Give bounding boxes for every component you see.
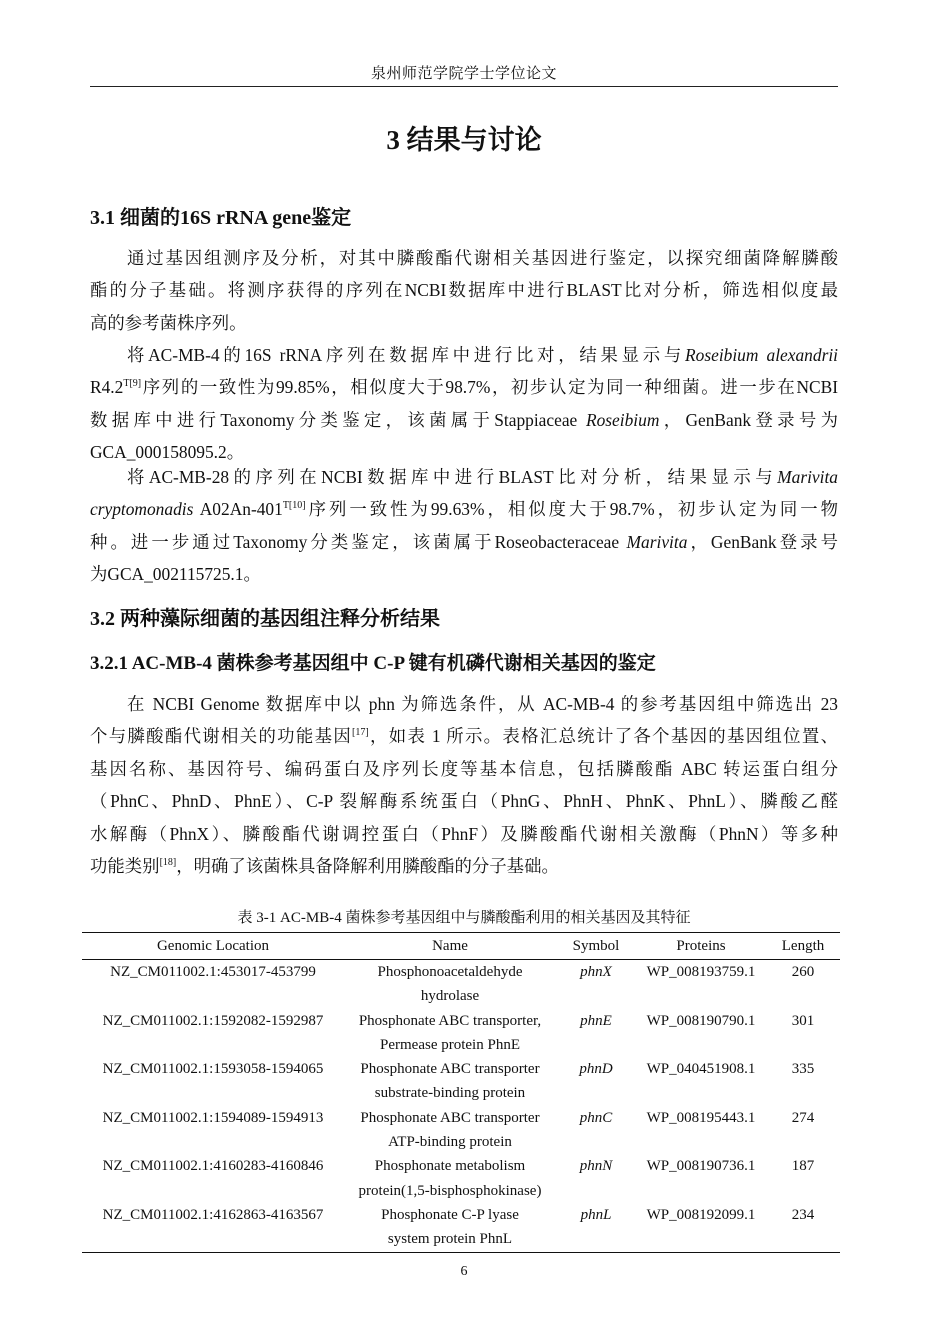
cell-location: NZ_CM011002.1:453017-453799 <box>110 964 316 980</box>
paragraph-line: 将AC-MB-28的序列在NCBI数据库中进行BLAST比对分析，结果显示与Marivita <box>127 467 838 487</box>
table-row <box>82 960 840 1009</box>
table-row <box>82 1057 840 1106</box>
cell-name: Phosphonate C-P lyase system protein PhnL <box>344 1203 556 1252</box>
species-name: cryptomonadis <box>90 499 194 520</box>
cell-name: Phosphonate metabolism protein(1,5-bisphosphokinase) <box>358 1158 542 1199</box>
table-row <box>82 1106 840 1155</box>
column-header: Name <box>344 933 556 960</box>
gene-table <box>82 932 840 1253</box>
running-head: 泉州师范学院学士学位论文 <box>370 66 557 82</box>
cell-name: Phosphonoacetaldehyde hydrolase <box>377 964 523 1005</box>
paragraph-line: GCA_000158095.2。 <box>90 442 245 463</box>
cell-length: 260 <box>791 964 815 980</box>
cell-location: NZ_CM011002.1:1592082-1592987 <box>102 1012 324 1029</box>
paragraph-line: 在 NCBI Genome 数据库中以 phn 为筛选条件，从 AC-MB-4 的参考基因组中筛选出 23 <box>127 694 838 714</box>
header-rule <box>90 86 838 87</box>
paragraph-line: 个与膦酸酯代谢相关的功能基因[17]，如表 1 所示。表格汇总统计了各个基因的基因组位置、 <box>90 726 838 747</box>
paragraph-line: 将AC-MB-4的16S rRNA序列在数据库中进行比对，结果显示与Roseibium alexandrii <box>127 345 838 365</box>
paragraph-line: 数据库中进行Taxonomy分类鉴定，该菌属于Stappiaceae Roseibium，GenBank登录号为 <box>90 409 838 430</box>
paragraph-3 <box>90 461 838 591</box>
genus-name: Marivita <box>626 531 688 552</box>
cell-name: Phosphonate ABC transporter, Permease protein PhnE <box>358 1012 542 1053</box>
paragraph-line: cryptomonadis $A02An-401^{T[10]}$序列一致性为99.63%，相似度大于98.7%，初步认定为同一物 <box>90 499 838 520</box>
cell-protein: WP_040451908.1 <box>646 1061 756 1078</box>
citation: [18] <box>159 856 177 868</box>
citation: [17] <box>352 727 369 739</box>
table-row <box>82 1009 840 1058</box>
table-header-row <box>82 933 840 960</box>
paragraph-line: 酯的分子基础。将测序获得的序列在NCBI数据库中进行BLAST比对分析，筛选相似度最 <box>90 280 838 301</box>
paragraph-line: 功能类别[18]，明确了该菌株具备降解利用膦酸酯的分子基础。 <box>90 855 559 876</box>
paragraph-line: 为GCA_002115725.1。 <box>90 564 261 585</box>
table-row <box>82 1203 840 1252</box>
column-header: Symbol <box>556 933 636 960</box>
genus-name: Roseibium <box>585 409 660 430</box>
cell-symbol: phnE <box>580 1012 612 1029</box>
paragraph-line: 水解酶（PhnX）、膦酸酯代谢调控蛋白（PhnF）及膦酸酯代谢相关激酶（PhnN）等多种 <box>90 823 838 844</box>
page-number: 6 <box>460 1264 468 1279</box>
genus-name: Marivita <box>777 467 838 487</box>
column-header: Genomic Location <box>82 933 344 960</box>
cell-length: 187 <box>791 1158 815 1175</box>
section-heading-3-2-1: 3.2.1 AC-MB-4 菌株参考基因组中 C-P 键有机磷代谢相关基因的鉴定 <box>90 653 656 674</box>
cell-symbol: phnX <box>580 964 612 980</box>
paragraph-4 <box>90 688 838 882</box>
cell-protein: WP_008190790.1 <box>646 1012 756 1029</box>
cell-protein: WP_008192099.1 <box>636 1203 766 1252</box>
cell-symbol: phnD <box>579 1061 613 1078</box>
cell-location: NZ_CM011002.1:4162863-4163567 <box>82 1203 344 1252</box>
cell-protein: WP_008190736.1 <box>646 1158 756 1175</box>
section-heading-3-1: 3.1 细菌的16S rRNA gene鉴定 <box>90 207 352 229</box>
cell-protein: WP_008195443.1 <box>646 1109 756 1126</box>
cell-length: 301 <box>791 1012 815 1029</box>
cell-name: Phosphonate ABC transporter ATP-binding protein <box>360 1109 540 1151</box>
section-heading-3-2: 3.2 两种藻际细菌的基因组注释分析结果 <box>90 608 440 630</box>
citation: T[10] <box>282 500 306 512</box>
cell-symbol: phnC <box>579 1109 613 1126</box>
table-caption: 表 3-1 AC-MB-4 菌株参考基因组中与膦酸酯利用的相关基因及其特征 <box>237 910 691 926</box>
species-name: Roseibium alexandrii <box>685 345 838 365</box>
paragraph-line: 高的参考菌株序列。 <box>90 312 247 333</box>
cell-length: 335 <box>791 1061 815 1078</box>
table-row <box>82 1154 840 1203</box>
cell-length: 234 <box>766 1203 840 1252</box>
chapter-title: 3 结果与讨论 <box>386 125 542 155</box>
cell-protein: WP_008193759.1 <box>646 964 756 980</box>
cell-name: Phosphonate ABC transporter substrate-binding protein <box>360 1061 540 1102</box>
paragraph-2 <box>90 339 838 469</box>
cell-location: NZ_CM011002.1:4160283-4160846 <box>102 1158 324 1175</box>
paragraph-1 <box>90 242 838 339</box>
cell-symbol: phnL <box>556 1203 636 1252</box>
column-header: Proteins <box>636 933 766 960</box>
citation: T[9] <box>123 378 142 390</box>
cell-symbol: phnN <box>579 1158 613 1175</box>
paragraph-line: $R4.2^{T[9]}$序列的一致性为99.85%，相似度大于98.7%，初步认定为同一种细菌。进一步在NCBI <box>90 377 838 398</box>
cell-location: NZ_CM011002.1:1594089-1594913 <box>102 1109 324 1126</box>
cell-location: NZ_CM011002.1:1593058-1594065 <box>102 1061 324 1078</box>
paragraph-line: 基因名称、基因符号、编码蛋白及序列长度等基本信息，包括膦酸酯 ABC 转运蛋白组分 <box>90 758 838 779</box>
paragraph-line: （PhnC、PhnD、PhnE）、C-P 裂解酶系统蛋白（PhnG、PhnH、PhnK、PhnL）、膦酸乙醛 <box>90 791 838 812</box>
column-header: Length <box>766 933 840 960</box>
paragraph-line: 通过基因组测序及分析，对其中膦酸酯代谢相关基因进行鉴定，以探究细菌降解膦酸 <box>127 248 838 268</box>
cell-length: 274 <box>791 1109 815 1126</box>
paragraph-line: 种。进一步通过Taxonomy分类鉴定，该菌属于Roseobacteraceae Marivita，GenBank登录号 <box>90 531 838 552</box>
